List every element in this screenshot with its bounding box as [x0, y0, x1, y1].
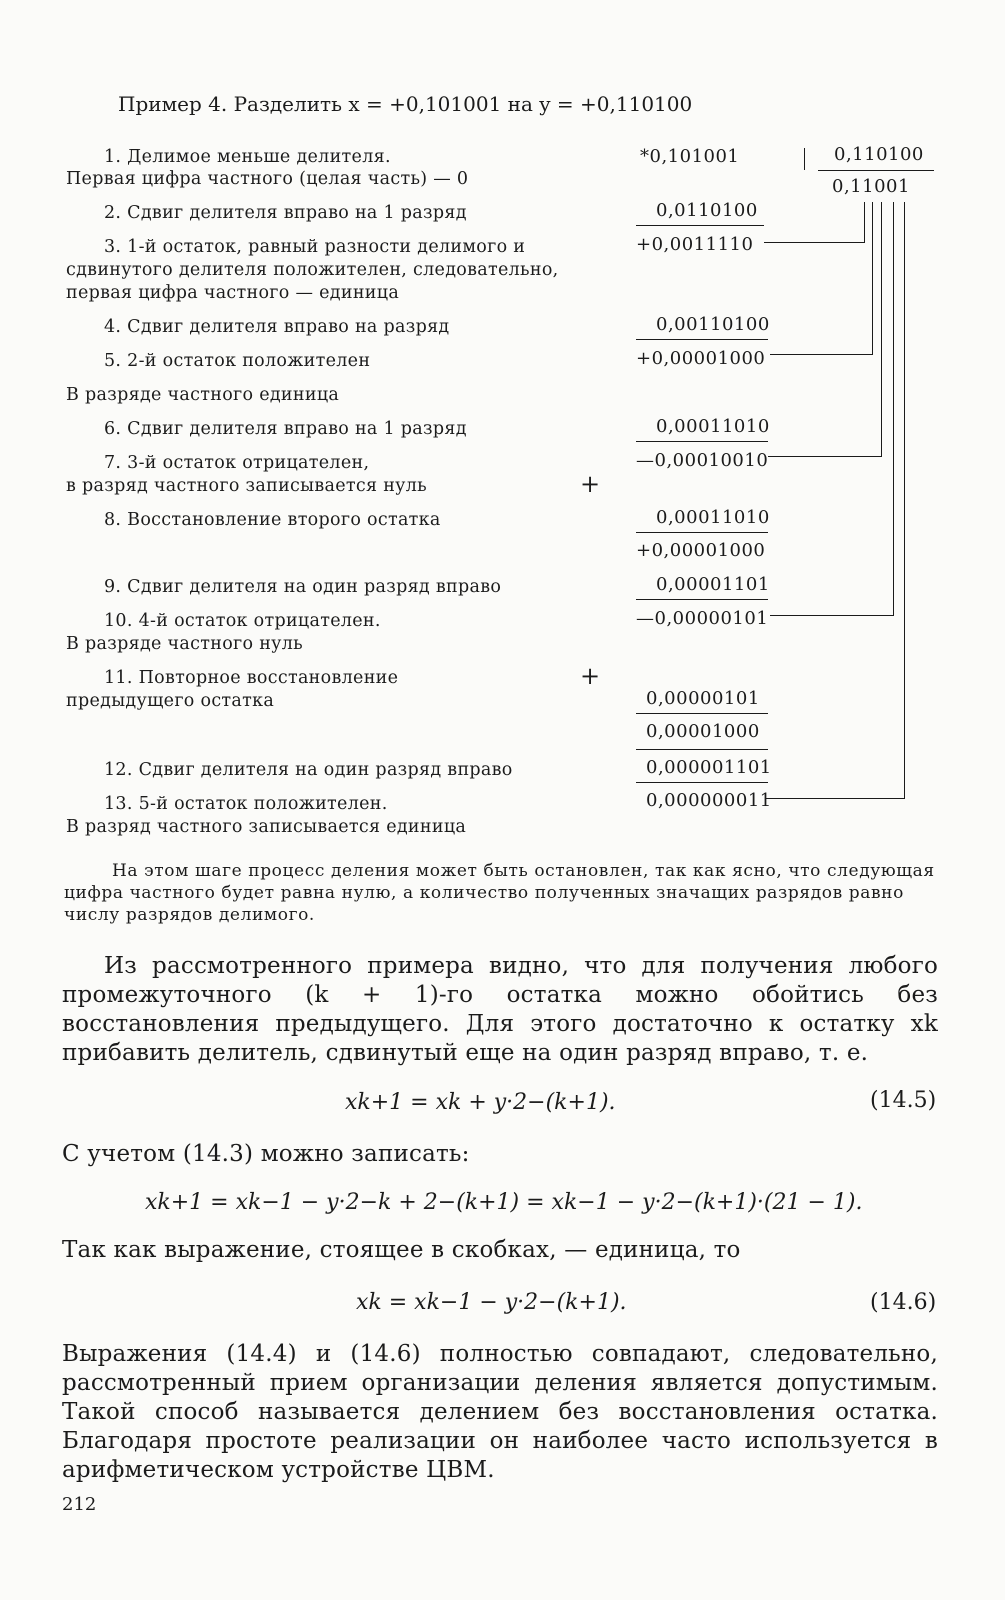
- plus-sign: +: [580, 470, 601, 498]
- quotient: 0,11001: [832, 176, 910, 197]
- plus-sign: +: [580, 662, 601, 690]
- example-title: Пример 4. Разделить x = +0,101001 на y = +0,110100: [118, 92, 693, 116]
- step-5-label: 5. 2-й остаток положителен: [104, 351, 371, 371]
- connector-line: [770, 615, 894, 616]
- step-9-value: 0,00001101: [656, 574, 770, 595]
- formula-expansion: xk+1 = xk−1 − y·2−k + 2−(k+1) = xk−1 − y·2−(k+1)·(21 − 1).: [145, 1190, 863, 1215]
- connector-line: [872, 202, 873, 354]
- step-4-value: 0,00110100: [656, 314, 770, 335]
- step-12-label: 12. Сдвиг делителя на один разряд вправо: [104, 760, 513, 780]
- step-3-label2: сдвинутого делителя положителен, следовательно,: [66, 260, 559, 280]
- step-6-value: 0,00011010: [656, 416, 770, 437]
- step-10-label2: В разряде частного нуль: [66, 634, 303, 654]
- paragraph-1: Из рассмотренного примера видно, что для получения любого промежуточного (k + 1)-го остатка можно обойтись без восстановления предыдущего. Для этого достаточно к остатку xk прибавить делитель, сдвинутый еще на один разряд вправо, т. е.: [62, 953, 938, 1066]
- underline: [636, 441, 768, 442]
- step-3-value: +0,0011110: [636, 234, 754, 255]
- step-7-value: —0,00010010: [636, 450, 769, 471]
- step-11-value: 0,00000101: [646, 688, 760, 709]
- step-1-label2: Первая цифра частного (целая часть) — 0: [66, 169, 469, 189]
- connector-line: [893, 202, 894, 615]
- connector-line: [864, 202, 865, 242]
- step-7-label: 7. 3-й остаток отрицателен,: [104, 453, 370, 473]
- step-8-value: 0,00011010: [656, 507, 770, 528]
- step-13-label: 13. 5-й остаток положителен.: [104, 794, 388, 814]
- paragraph-3: Так как выражение, стоящее в скобках, — единица, то: [62, 1237, 741, 1263]
- step-3-label: 3. 1-й остаток, равный разности делимого и: [104, 237, 526, 257]
- connector-line: [904, 202, 905, 798]
- step-2-label: 2. Сдвиг делителя вправо на 1 разряд: [104, 203, 467, 223]
- step-5b-label: В разряде частного единица: [66, 385, 340, 405]
- formula-number-14-5: (14.5): [870, 1088, 937, 1113]
- step-1-label: 1. Делимое меньше делителя.: [104, 147, 391, 167]
- step-13-value: 0,000000011: [646, 790, 772, 811]
- step-11-value2: 0,00001000: [646, 721, 760, 742]
- step-10-value: —0,00000101: [636, 608, 769, 629]
- connector-line: [770, 354, 873, 355]
- step-8-value2: +0,00001000: [636, 540, 766, 561]
- step-6-label: 6. Сдвиг делителя вправо на 1 разряд: [104, 419, 467, 439]
- connector-line: [768, 456, 882, 457]
- paragraph-2: С учетом (14.3) можно записать:: [62, 1141, 470, 1167]
- underline: [636, 749, 768, 750]
- formula-14-6: xk = xk−1 − y·2−(k+1).: [356, 1290, 627, 1315]
- step-4-label: 4. Сдвиг делителя вправо на разряд: [104, 317, 450, 337]
- divisor: 0,110100: [834, 144, 924, 165]
- divisor-underline: [818, 170, 934, 171]
- step-11-label: 11. Повторное восстановление: [104, 668, 399, 688]
- step-9-label: 9. Сдвиг делителя на один разряд вправо: [104, 577, 502, 597]
- underline: [636, 532, 768, 533]
- step-10-label: 10. 4-й остаток отрицателен.: [104, 611, 381, 631]
- underline: [636, 782, 768, 783]
- underline: [636, 599, 768, 600]
- step-7-label2: в разряд частного записывается нуль: [66, 476, 427, 496]
- paragraph-4: Выражения (14.4) и (14.6) полностью совпадают, следовательно, рассмотренный прием организации деления является допустимым. Такой способ называется делением без восстановления остатка. Благодаря простоте реализации он наиболее часто используется в арифметическом устройстве ЦВМ.: [62, 1341, 938, 1483]
- step-5-value: +0,00001000: [636, 348, 766, 369]
- step-1-value: *0,101001: [640, 146, 740, 167]
- formula-14-5: xk+1 = xk + y·2−(k+1).: [345, 1090, 616, 1115]
- step-13-label2: В разряд частного записывается единица: [66, 817, 467, 837]
- page-number: 212: [62, 1494, 97, 1515]
- step-2-value: 0,0110100: [656, 200, 758, 221]
- connector-line: [881, 202, 882, 456]
- underline: [636, 713, 768, 714]
- connector-line: [766, 798, 905, 799]
- step-11-label2: предыдущего остатка: [66, 691, 275, 711]
- division-bar: [804, 148, 805, 170]
- step-8-label: 8. Восстановление второго остатка: [104, 510, 441, 530]
- step-12-value: 0,000001101: [646, 757, 772, 778]
- underline: [636, 225, 764, 226]
- note-paragraph: На этом шаге процесс деления может быть остановлен, так как ясно, что следующая цифра частного будет равна нулю, а количество полученных значащих разрядов равно числу разрядов делимого.: [64, 861, 935, 925]
- step-3-label3: первая цифра частного — единица: [66, 283, 400, 303]
- underline: [636, 339, 768, 340]
- connector-line: [764, 242, 865, 243]
- formula-number-14-6: (14.6): [870, 1290, 937, 1315]
